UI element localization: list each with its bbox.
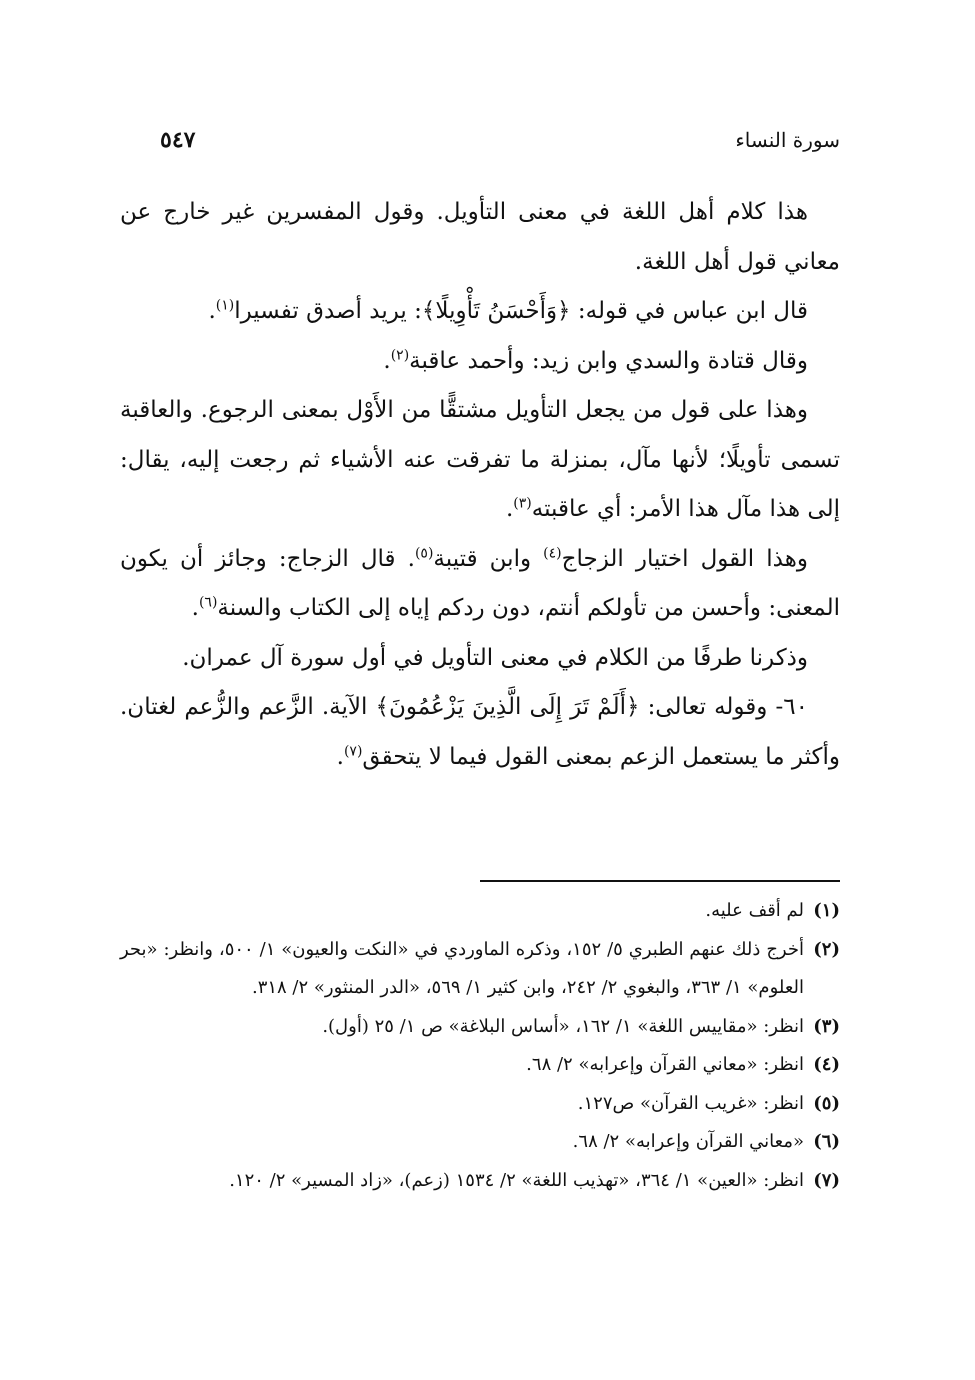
quran-quote-2: ﴿أَلَمْ تَرَ إِلَى الَّذِينَ يَزْعُمُونَ﴾ [375, 694, 640, 720]
paragraph-5-b: وابن قتيبة [433, 545, 544, 572]
paragraph-7-lead: ٦٠- وقوله تعالى: [647, 694, 808, 720]
main-text [120, 188, 840, 782]
paragraph-2 [120, 287, 840, 337]
footnote-number: (٦) [813, 1131, 840, 1152]
footnote-text: انظر: «غريب القرآن» ص١٢٧. [577, 1092, 804, 1114]
paragraph-2-rest: : يريد أصدق تفسيرا [234, 298, 422, 324]
paragraph-5 [120, 535, 840, 634]
paragraph-7-end: . [336, 743, 344, 770]
footnote-number: (٧) [813, 1169, 840, 1191]
footnote-ref-4[interactable]: (٤) [543, 544, 562, 561]
footnote-text: انظر: «مقاييس اللغة» ١/ ١٦٢، «أساس البلاغة» ص ١/ ٢٥ (أول). [322, 1015, 804, 1037]
footnote-ref-5[interactable]: (٥) [414, 544, 434, 561]
paragraph-5-c: . قال الزجاج: وجائز أن يكون المعنى: وأحسن من تأولكم أنتم، دون ردكم إياه إلى الكتاب والسنة [120, 545, 840, 621]
paragraph-4-text: وهذا على قول من يجعل التأويل مشتقًّا من الأَوْل بمعنى الرجوع. والعاقبة تسمى تأويلًا؛ لأنها مآل، بمنزلة ما تفرقت عنه الأشياء ثم رجعت إليه، يقال: إلى هذا مآل هذا الأمر: أي عاقبته [120, 397, 840, 522]
paragraph-2-lead: قال ابن عباس في قوله: [577, 298, 808, 324]
paragraph-7 [120, 683, 840, 782]
footnote [120, 1008, 840, 1047]
page-number: ٥٤٧ [160, 127, 196, 153]
footnote-number: (٥) [813, 1092, 840, 1114]
paragraph-6: وذكرنا طرفًا من الكلام في معنى التأويل في أول سورة آل عمران. [182, 644, 808, 671]
footnote-ref-1[interactable]: (١) [215, 297, 235, 314]
paragraph-5-a: وهذا القول اختيار الزجاج [561, 545, 808, 572]
quran-quote: ﴿وَأَحْسَنُ تَأْوِيلًا﴾ [421, 298, 571, 324]
paragraph-2-end: . [208, 298, 216, 324]
paragraph-7-rest: الآية. الزَّعم والزُّعم لغتان. وأكثر ما يستعمل الزعم بمعنى القول فيما لا يتحقق [120, 694, 840, 770]
footnote-text: لم أقف عليه. [705, 900, 804, 921]
footnote [120, 1046, 840, 1085]
footnote [120, 931, 840, 1008]
footnote-number: (١) [813, 900, 840, 921]
footnote-number: (٣) [813, 1015, 840, 1037]
footnote-text: أخرج ذلك عنهم الطبري ٥/ ١٥٢، وذكره الماوردي في «النكت والعيون» ١/ ٥٠٠، وانظر: «بحر العلوم» ١/ ٣٦٣، والبغوي ٢/ ٢٤٢، وابن كثير ١/ ٥٦٩، «الدر المنثور» ٢/ ٣١٨. [120, 938, 804, 998]
footnote-number: (٢) [813, 938, 840, 960]
footnote-divider [480, 880, 840, 882]
footnote [120, 1085, 840, 1124]
footnote-number: (٤) [813, 1054, 840, 1075]
footnote-text: «معاني القرآن وإعرابه» ٢/ ٦٨. [572, 1131, 804, 1152]
paragraph-4 [120, 386, 840, 535]
paragraph-3-end: . [383, 347, 391, 374]
paragraph-1: هذا كلام أهل اللغة في معنى التأويل. وقول المفسرين غير خارج عن معاني قول أهل اللغة. [120, 199, 840, 275]
paragraph-4-end: . [505, 496, 514, 522]
footnotes [120, 892, 840, 1200]
footnote [120, 892, 840, 931]
footnote [120, 1123, 840, 1162]
footnote-text: انظر: «معاني القرآن وإعرابه» ٢/ ٦٨. [526, 1054, 804, 1075]
footnote-text: انظر: «العين» ١/ ٣٦٤، «تهذيب اللغة» ٢/ ١٥٣٤ (زعم)، «زاد المسير» ٢/ ١٢٠. [229, 1169, 804, 1191]
footnote-ref-2[interactable]: (٢) [390, 346, 410, 363]
running-title: سورة النساء [735, 128, 840, 152]
paragraph-3-text: وقال قتادة والسدي وابن زيد: وأحمد عاقبة [409, 347, 808, 374]
paragraph-3 [120, 337, 840, 387]
footnote-ref-3[interactable]: (٣) [513, 495, 532, 512]
page-header [160, 120, 840, 160]
footnote-ref-6[interactable]: (٦) [198, 594, 218, 611]
footnote [120, 1162, 840, 1201]
paragraph-5-end: . [191, 595, 199, 621]
footnote-ref-7[interactable]: (٧) [343, 742, 363, 759]
